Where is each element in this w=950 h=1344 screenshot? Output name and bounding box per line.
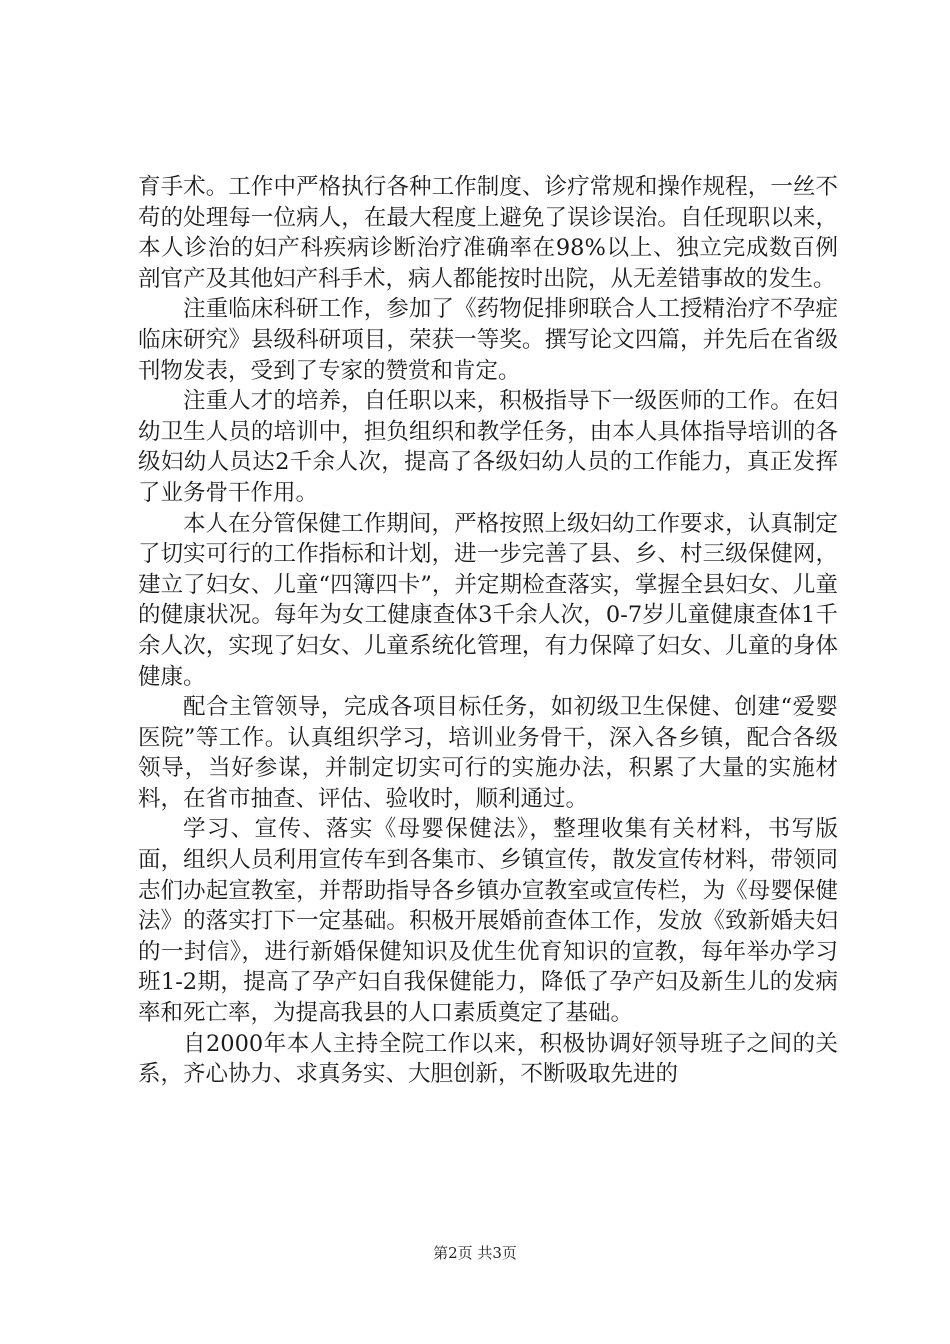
paragraph-4: 本人在分管保健工作期间，严格按照上级妇幼工作要求，认真制定了切实可行的工作指标和计划，进一步完善了县、乡、村三级保健网，建立了妇女、儿童“四簿四卡”，并定期检查落实，掌握全县妇女、儿童的健康状况。每年为女工健康查体3千余人次，0-7岁儿童健康查体1千余人次，实现了妇女、儿童系统化管理，有力保障了妇女、儿童的身体健康。 xyxy=(138,510,838,690)
page-footer: 第2页 共3页 xyxy=(433,1244,517,1262)
paragraph-3: 注重人才的培养，自任职以来，积极指导下一级医师的工作。在妇幼卫生人员的培训中，担负组织和教学任务，由本人具体指导培训的各级妇幼人员达2千余人次，提高了各级妇幼人员的工作能力，真正发挥了业务骨干作用。 xyxy=(138,388,838,506)
paragraph-7: 自2000年本人主持全院工作以来，积极协调好领导班子之间的关系，齐心协力、求真务实、大胆创新，不断吸取先进的 xyxy=(138,1030,838,1088)
paragraph-5: 配合主管领导，完成各项目标任务，如初级卫生保健、创建“爱婴医院”等工作。认真组织学习，培训业务骨干，深入各乡镇，配合各级领导，当好参谋，并制定切实可行的实施办法，积累了大量的实施材料，在省市抽查、评估、验收时，顺利通过。 xyxy=(138,694,838,812)
paragraph-6: 学习、宣传、落实《母婴保健法》，整理收集有关材料，书写版面，组织人员利用宣传车到各集市、乡镇宣传，散发宣传材料，带领同志们办起宣教室，并帮助指导各乡镇办宣教室或宣传栏，为《母婴保健法》的落实打下一定基础。积极开展婚前查体工作，发放《致新婚夫妇的一封信》，进行新婚保健知识及优生优育知识的宣教，每年举办学习班1-2期，提高了孕产妇自我保健能力，降低了孕产妇及新生儿的发病率和死亡率，为提高我县的人口素质奠定了基础。 xyxy=(138,816,838,1027)
paragraph-2: 注重临床科研工作，参加了《药物促排卵联合人工授精治疗不孕症临床研究》县级科研项目，荣获一等奖。撰写论文四篇，并先后在省级刊物发表，受到了专家的赞赏和肯定。 xyxy=(138,296,838,384)
paragraph-1: 育手术。工作中严格执行各种工作制度、诊疗常规和操作规程，一丝不苟的处理每一位病人，在最大程度上避免了误诊误治。自任现职以来，本人诊治的妇产科疾病诊断治疗准确率在98%以上、独立完成数百例剖官产及其他妇产科手术，病人都能按时出院，从无差错事故的发生。 xyxy=(138,174,838,292)
document-body xyxy=(138,172,838,1090)
